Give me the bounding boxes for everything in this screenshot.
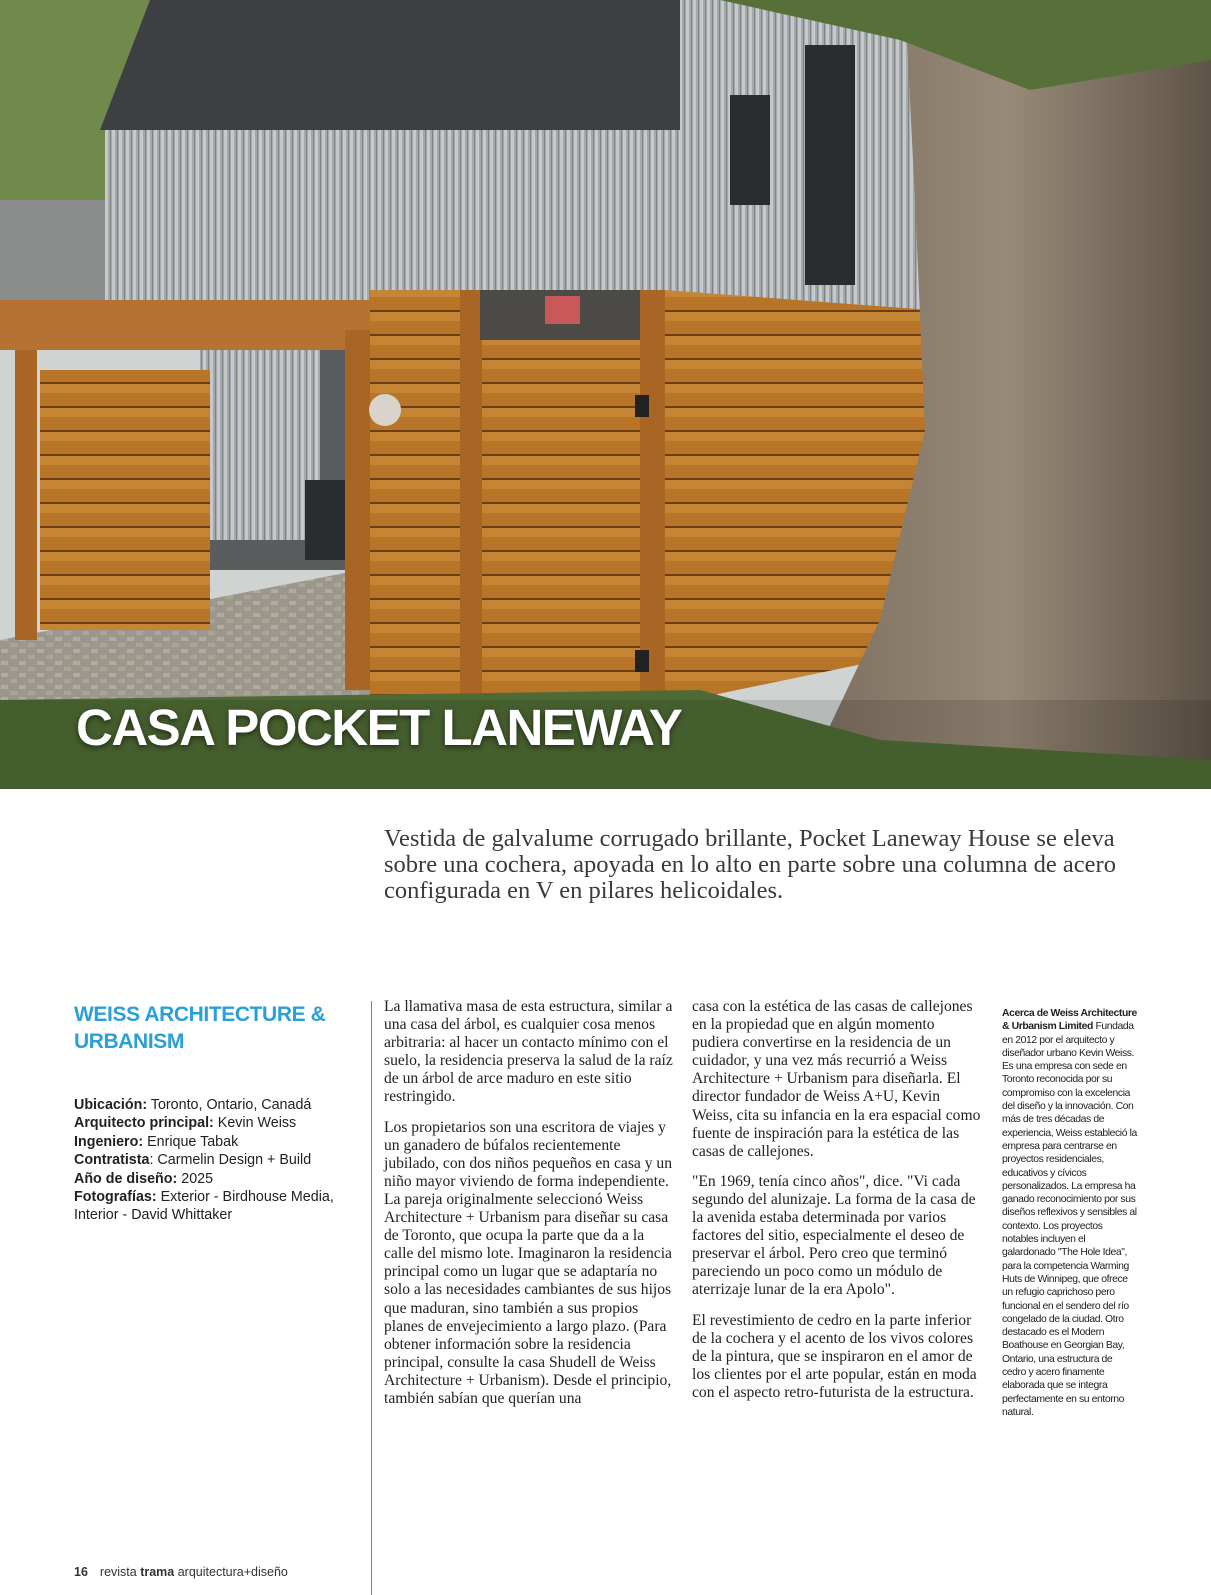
credit-label: Ubicación: [74, 1097, 148, 1113]
credit-value: Toronto, Ontario, Canadá [147, 1097, 312, 1113]
column-divider [371, 1001, 372, 1595]
about-firm-sidebar [1002, 1007, 1138, 1419]
hero-photo [0, 0, 1211, 789]
body-paragraph: La llamativa masa de esta estructura, similar a una casa del árbol, es cualquier cosa menos arbitraria: al hacer un contacto mínimo con el suelo, la residencia preserva la salud de la raíz de un árbol de arce maduro en este sitio restringido. [384, 998, 673, 1106]
credit-value: Exterior - Birdhouse Media, Interior - David Whittaker [74, 1189, 334, 1224]
body-column-2 [692, 998, 984, 1414]
credit-label: Año de diseño: [74, 1170, 178, 1187]
credit-photography [74, 1188, 364, 1225]
credit-label: Fotografías: [74, 1189, 157, 1206]
body-paragraph: El revestimiento de cedro en la parte inferior de la cochera y el acento de los vivos colores de la pintura, que se inspiraron en el amor de los clientes por el arte popular, están en moda con el aspecto retro-futurista de la estructura. [692, 1311, 977, 1401]
body-paragraph: Los propietarios son una escritora de viajes y un ganadero de búfalos recientemente jubilado, con dos niños pequeños en casa y un niño mayor viviendo de forma independiente. La pareja originalmente seleccionó Weiss Architecture + Urbanism para diseñar su casa de Toronto, que ocupa la parte que da a la calle del mismo lote. Imaginaron la residencia principal como un lugar que se adaptaría no solo a las necesidades cambiantes de sus hijos que maduran, sino también a sus propios planes de envejecimiento a largo plazo. (Para obtener información sobre la residencia principal, consulte la casa Shudell de Weiss Architecture + Urbanism). Desde el principio, también sabían que querían una [384, 1118, 672, 1407]
credit-design-year [74, 1170, 364, 1188]
credit-label: Ingeniero: [74, 1133, 144, 1150]
project-credits [74, 1096, 364, 1225]
credit-label: Contratista [74, 1152, 150, 1169]
credit-contractor [74, 1151, 364, 1169]
page-footer [74, 1565, 288, 1579]
about-heading: Acerca de Weiss Architecture & Urbanism Limited [1002, 1008, 1137, 1033]
lead-paragraph: Vestida de galvalume corrugado brillante, Pocket Laneway House se eleva sobre una cochera, apoyada en lo alto en parte sobre una columna de acero configurada en V en pilares helicoidales. [384, 825, 1116, 904]
credit-label: Arquitecto principal: [74, 1115, 214, 1132]
footer-suffix: arquitectura+diseño [174, 1565, 288, 1579]
firm-name: WEISS ARCHITECTURE & URBANISM [74, 1003, 326, 1053]
credit-value: Kevin Weiss [213, 1115, 297, 1132]
credit-value: 2025 [177, 1170, 214, 1187]
body-column-1 [384, 998, 676, 1420]
credit-location [74, 1096, 364, 1114]
credit-lead-architect [74, 1114, 364, 1132]
article-title: CASA POCKET LANEWAY [76, 699, 682, 756]
magazine-name: trama [140, 1565, 175, 1579]
body-paragraph: casa con la estética de las casas de callejones en la propiedad que en algún momento pudiera convertirse en la residencia de un cuidador, y una vez más recurrió a Weiss Architecture + Urbanism para diseñarla. El director fundador de Weiss A+U, Kevin Weiss, cita su infancia en la era espacial como fuente de inspiración para la estética de las casas de callejones. [692, 998, 981, 1160]
credit-value: : Carmelin Design + Build [149, 1152, 312, 1169]
footer-prefix: revista [99, 1565, 141, 1579]
about-text: Fundada en 2012 por el arquitecto y diseñador urbano Kevin Weiss. Es una empresa con sede en Toronto reconocida por su compromiso con la excelencia del diseño y la innovación. Con más de tres décadas de experiencia, Weiss estableció la empresa para centrarse en proyectos residenciales, educativos y cívicos personalizados. La empresa ha ganado reconocimiento por sus diseños reflexivos y sensibles al contexto. Los proyectos notables incluyen el galardonado "The Hole Idea", para la competencia Warming Huts de Winnipeg, que ofrece un refugio caprichoso pero funcional en el sendero del río congelado de la ciudad. Otro destacado es el Modern Boathouse en Georgian Bay, Ontario, una estructura de cedro y acero finamente elaborada que se integra perfectamente en su entorno natural. [1002, 1021, 1137, 1418]
page-number: 16 [74, 1565, 88, 1579]
credit-value: Enrique Tabak [143, 1133, 239, 1150]
credit-engineer [74, 1133, 364, 1151]
body-paragraph: "En 1969, tenía cinco años", dice. "Vi cada segundo del alunizaje. La forma de la casa de la avenida estaba determinada por varios factores del sitio, especialmente el deseo de preservar el árbol. Pero creo que terminó pareciendo un poco como un módulo de aterrizaje lunar de la era Apolo". [692, 1172, 976, 1299]
photo-exterior-wood-fence-corrugated-house-tree [0, 0, 1211, 789]
